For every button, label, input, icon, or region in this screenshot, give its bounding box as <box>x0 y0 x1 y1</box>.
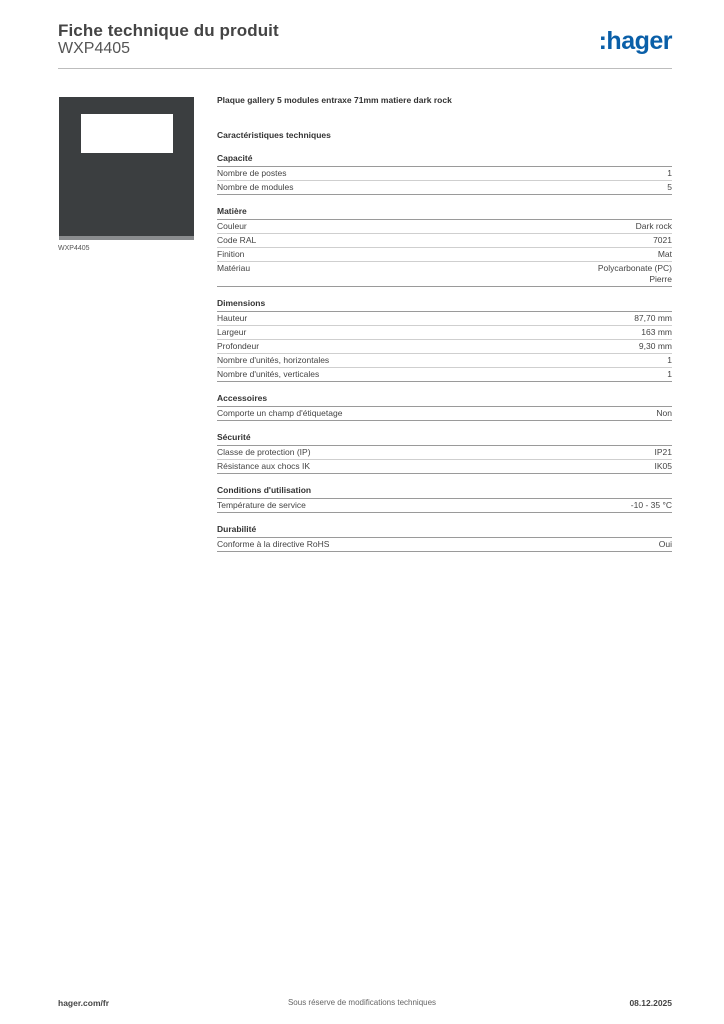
spec-value <box>659 539 672 550</box>
spec-section <box>217 205 672 287</box>
spec-value-line: IK05 <box>654 461 672 471</box>
spec-label: Conforme à la directive RoHS <box>217 539 330 549</box>
section-title: Sécurité <box>217 431 672 446</box>
spec-value-line: 5 <box>667 182 672 192</box>
footer-website[interactable]: hager.com/fr <box>58 998 110 1008</box>
spec-label: Nombre de postes <box>217 168 287 178</box>
section-title: Capacité <box>217 152 672 167</box>
spec-value-line: 9,30 mm <box>638 341 672 351</box>
plate-edge-highlight <box>59 236 194 240</box>
spec-value-line: 163 mm <box>641 327 672 337</box>
spec-value-line: Mat <box>657 249 672 259</box>
spec-value <box>634 313 672 324</box>
spec-value <box>667 355 672 366</box>
spec-label: Nombre d'unités, verticales <box>217 369 320 379</box>
spec-value <box>636 221 672 232</box>
spec-row <box>217 220 672 234</box>
spec-value-line: Oui <box>658 539 672 549</box>
spec-label: Hauteur <box>217 313 248 323</box>
spec-label: Nombre d'unités, horizontales <box>217 355 330 365</box>
spec-row <box>217 167 672 181</box>
spec-value <box>656 408 672 419</box>
spec-value-line: 1 <box>667 168 672 178</box>
spec-value-line: 1 <box>667 355 672 365</box>
spec-value-line: 7021 <box>653 235 672 245</box>
spec-section <box>217 152 672 195</box>
spec-label: Finition <box>217 249 245 259</box>
spec-value-line: Dark rock <box>635 221 672 231</box>
hager-logo: :hager <box>598 27 672 55</box>
spec-value <box>667 369 672 380</box>
product-image <box>58 96 195 241</box>
spec-sections <box>217 152 672 552</box>
spec-row <box>217 460 672 474</box>
header-divider <box>58 68 672 69</box>
spec-section <box>217 297 672 382</box>
spec-value-line: Non <box>656 408 672 418</box>
spec-value <box>598 263 672 285</box>
spec-section <box>217 484 672 513</box>
spec-row <box>217 368 672 382</box>
spec-row <box>217 234 672 248</box>
spec-row <box>217 407 672 421</box>
spec-value <box>667 182 672 193</box>
spec-value-line: Polycarbonate (PC) <box>597 263 672 273</box>
spec-value-line: -10 - 35 °C <box>630 500 672 510</box>
section-title: Durabilité <box>217 523 672 538</box>
spec-value <box>655 461 673 472</box>
section-title: Accessoires <box>217 392 672 407</box>
spec-row <box>217 312 672 326</box>
spec-label: Couleur <box>217 221 247 231</box>
section-title: Matière <box>217 205 672 220</box>
spec-label: Comporte un champ d'étiquetage <box>217 408 343 418</box>
spec-label: Nombre de modules <box>217 182 294 192</box>
spec-value <box>667 168 672 179</box>
spec-row <box>217 262 672 287</box>
plate-opening <box>81 114 173 153</box>
page-title: Fiche technique du produit <box>58 21 279 40</box>
spec-row <box>217 538 672 552</box>
spec-row <box>217 340 672 354</box>
image-caption: WXP4405 <box>58 245 90 252</box>
spec-label: Code RAL <box>217 235 257 245</box>
footer-date: 08.12.2025 <box>629 998 672 1008</box>
spec-row <box>217 354 672 368</box>
spec-value-line: IP21 <box>654 447 672 457</box>
spec-label: Profondeur <box>217 341 260 351</box>
section-title: Conditions d'utilisation <box>217 484 672 499</box>
spec-row <box>217 499 672 513</box>
spec-value <box>639 341 672 352</box>
spec-label: Classe de protection (IP) <box>217 447 311 457</box>
product-description: Plaque gallery 5 modules entraxe 71mm matiere dark rock <box>217 95 452 105</box>
section-title: Dimensions <box>217 297 672 312</box>
spec-value-line: 87,70 mm <box>634 313 672 323</box>
spec-label: Résistance aux chocs IK <box>217 461 311 471</box>
footer-notice: Sous réserve de modifications techniques <box>287 998 437 1007</box>
product-reference: WXP4405 <box>58 40 131 57</box>
spec-row <box>217 181 672 195</box>
spec-label: Matériau <box>217 263 251 273</box>
spec-section <box>217 392 672 421</box>
spec-section <box>217 523 672 552</box>
spec-row <box>217 446 672 460</box>
spec-value <box>658 249 672 260</box>
spec-value <box>631 500 672 511</box>
spec-value <box>641 327 672 338</box>
spec-label: Largeur <box>217 327 247 337</box>
spec-value <box>653 235 672 246</box>
spec-value-line: 1 <box>667 369 672 379</box>
spec-label: Température de service <box>217 500 306 510</box>
spec-value-line: Pierre <box>649 274 672 284</box>
spec-row <box>217 248 672 262</box>
spec-content <box>217 95 672 562</box>
spec-row <box>217 326 672 340</box>
spec-value <box>655 447 673 458</box>
spec-section <box>217 431 672 474</box>
tech-characteristics-title: Caractéristiques techniques <box>217 130 331 140</box>
